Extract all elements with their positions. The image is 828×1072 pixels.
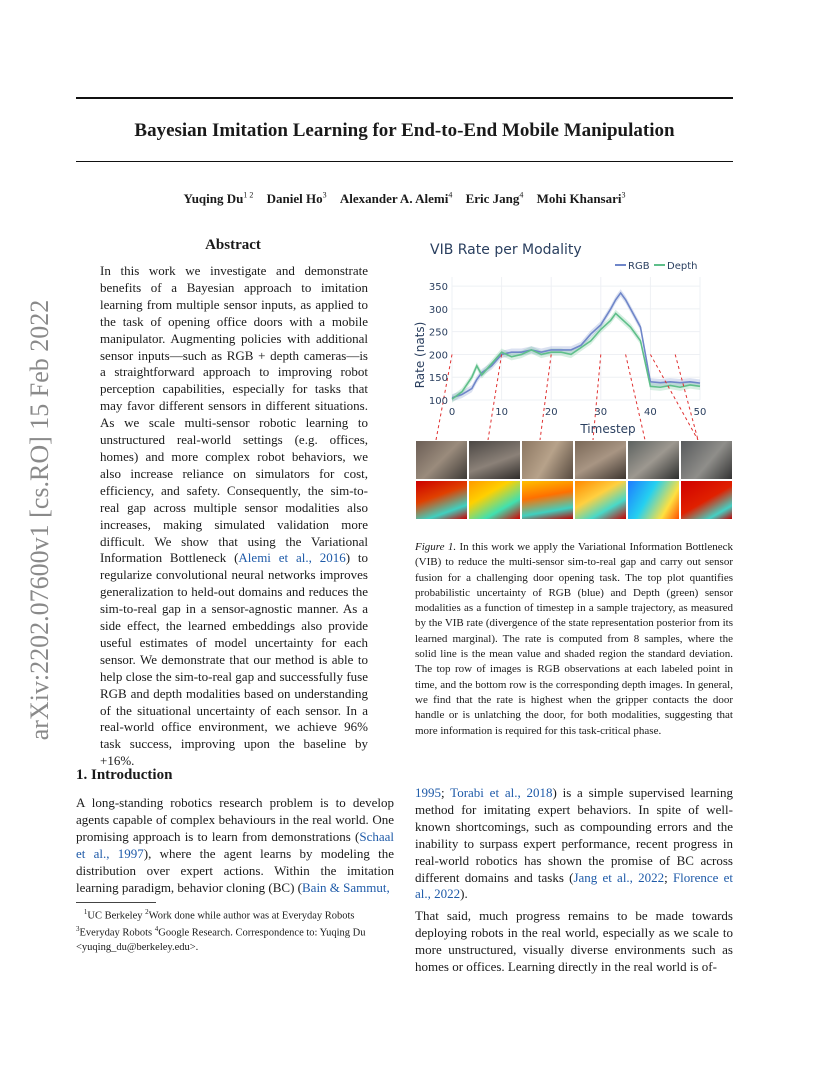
x-tick-label: 20	[544, 407, 558, 418]
citation-link[interactable]: Bain & Sammut,	[302, 879, 390, 895]
rgb-frame-3	[522, 441, 573, 479]
x-tick-label: 0	[448, 407, 456, 418]
x-tick-label: 30	[594, 407, 608, 418]
y-tick-label: 300	[428, 304, 448, 316]
rgb-frame-6	[681, 441, 732, 479]
author-2: Daniel Ho$^3$	[266, 191, 327, 207]
depth-frame-1	[416, 481, 467, 519]
rgb-frame-4	[575, 441, 626, 479]
author-5: Mohi Khansari$^3$	[536, 191, 626, 207]
author-4: Eric Jang$^4$	[465, 191, 524, 207]
figure-caption: Figure 1. In this work we apply the Variational Information Bottleneck (VIB) to reduce the multi-sensor sim-to-real gap and carry out sensor fusion for a challenging door opening task. The top plot quantifies probabilistic uncertainty of RGB (blue) and Depth (green) sensor modalities as a function of timestep in a sample trajectory, as measured by the VIB rate (divergence of the state representation posterior from its learned marginal). The rate is computed from 8 samples, where the solid line is the mean value and shaded region the standard deviation. The top row of images is RGB observations at each labeled point in time, and the bottom row is the corresponding depth images. In general, we find that the rate is highest when the gripper contacts the door handle or is unlatching the door, for both modalities, suggesting that more information is required for this task-critical phase.	[415, 541, 733, 737]
x-tick-label: 10	[495, 407, 508, 418]
depth-frame-2	[469, 481, 520, 519]
citation-link[interactable]: 1995	[415, 785, 441, 800]
affiliations-footnote: $^1$UC Berkeley $^2$Work done while author was at Everyday Robots $^3$Everyday Robots $^4$Google Research. Correspondence to: Yuqing Du <yuqing_du@berkeley.edu>.	[76, 908, 366, 953]
legend-rgb-label: RGB	[628, 261, 650, 272]
x-tick-label: 40	[644, 407, 657, 418]
depth-frame-4	[575, 481, 626, 519]
timestep-marker-line	[650, 354, 698, 440]
x-tick-label: 50	[693, 407, 707, 418]
y-tick-label: 200	[428, 350, 448, 362]
series-band-depth	[452, 310, 700, 403]
rgb-frame-2	[469, 441, 520, 479]
timestep-marker-line	[675, 354, 698, 440]
top-rule	[76, 97, 733, 99]
series-line-depth	[452, 313, 700, 399]
y-axis-label: Rate (nats)	[413, 321, 427, 389]
title-bottom-rule	[76, 161, 733, 162]
abstract-text: In this work we investigate and demonstrate benefits of a Bayesian approach to imitation learning from multiple sensor inputs, as applied to the task of opening office doors with a mobile manipulator. Augmenting policies with additional sensor inputs—such as RGB + depth cameras—is a straightforward approach to improving robot perception capabilities, especially for tasks that may favor different sensors in different situations. As we scale multi-sensor robotic learning to unstructured real-world settings (e.g. offices, homes) and more complex robot behaviors, we also increase reliance on simulators for cost, efficiency, and safety. Consequently, the sim-to-real gap across multiple sensor modalities also increases, making simulated validation more difficult. We show that using the Variational Information Bottleneck (Alemi et al., 2016) to regularize convolutional neural networks improves generalization to held-out domains and reduces the sim-to-real gap in a sensor-agnostic manner. As a side effect, the learned embeddings also provide useful estimates of model uncertainty for each sensor. We demonstrate that our method is able to help close the sim-to-real gap and successfully fuse RGB and depth modalities based on understanding of the situational uncertainty of each sensor. In a real-world office environment, we achieve 96% task success, improving upon the baseline by +16%.	[100, 263, 368, 769]
figure-label: Figure 1.	[415, 541, 457, 553]
vib-rate-chart	[410, 255, 735, 440]
x-axis-label: Timestep	[580, 422, 636, 436]
footnote-rule	[76, 902, 156, 903]
arxiv-sidebar-stamp: arXiv:2202.07600v1 [cs.RO] 15 Feb 2022	[25, 299, 54, 741]
citation-link[interactable]: Jang et al., 2022	[573, 869, 665, 885]
rgb-image-row	[416, 441, 732, 479]
y-tick-label: 350	[428, 282, 448, 294]
intro-paragraph-2: That said, much progress remains to be made towards deploying robots in the real world, especially as we scale to more unstructured, visually diverse environments such as homes or offices. Learning directly in the real world is of-	[415, 908, 733, 974]
chart-title: VIB Rate per Modality	[430, 242, 582, 258]
citation-link[interactable]: Alemi et al., 2016	[238, 550, 346, 566]
author-3: Alexander A. Alemi$^4$	[339, 191, 453, 207]
rgb-frame-1	[416, 441, 467, 479]
depth-frame-5	[628, 481, 679, 519]
section-heading-introduction: 1. Introduction	[76, 767, 173, 783]
y-tick-label: 150	[428, 373, 448, 385]
paper-title: Bayesian Imitation Learning for End-to-End Mobile Manipulation	[134, 120, 675, 141]
y-tick-label: 250	[428, 327, 448, 339]
abstract-heading: Abstract	[205, 237, 261, 253]
depth-frame-3	[522, 481, 573, 519]
citation-link[interactable]: Florence et al., 2022	[415, 869, 733, 902]
citation-link[interactable]: Torabi et al., 2018	[450, 785, 553, 800]
timestep-marker-line	[540, 354, 551, 440]
y-tick-label: 100	[428, 396, 448, 407]
author-1: Yuqing $Du^{1 2}$	[183, 191, 254, 207]
chart-legend	[615, 261, 697, 272]
intro-continued-paragraph: 1995; Torabi et al., 2018) is a simple supervised learning method for imitating expert behaviors. In spite of well-known shortcomings, such as compounding errors and the inability to surpass expert performance, recent progress in real-world robotics has shown the promise of BC across different domains and tasks (Jang et al., 2022; Florence et al., 2022).	[415, 785, 733, 902]
rgb-frame-5	[628, 441, 679, 479]
author-list	[76, 191, 733, 207]
intro-paragraph: A long-standing robotics research problem is to develop agents capable of complex behaviours in the real world. One promising approach is to learn from demonstrations (Schaal et al., 1997), where the agent learns by modeling the distribution over expert actions. Within the imitation learning paradigm, behavior cloning (BC) (Bain & Sammut,	[76, 795, 394, 895]
citation-link[interactable]: Schaal et al., 1997	[76, 828, 394, 861]
legend-depth-label: Depth	[667, 261, 698, 272]
depth-frame-6	[681, 481, 732, 519]
depth-image-row	[416, 481, 732, 519]
